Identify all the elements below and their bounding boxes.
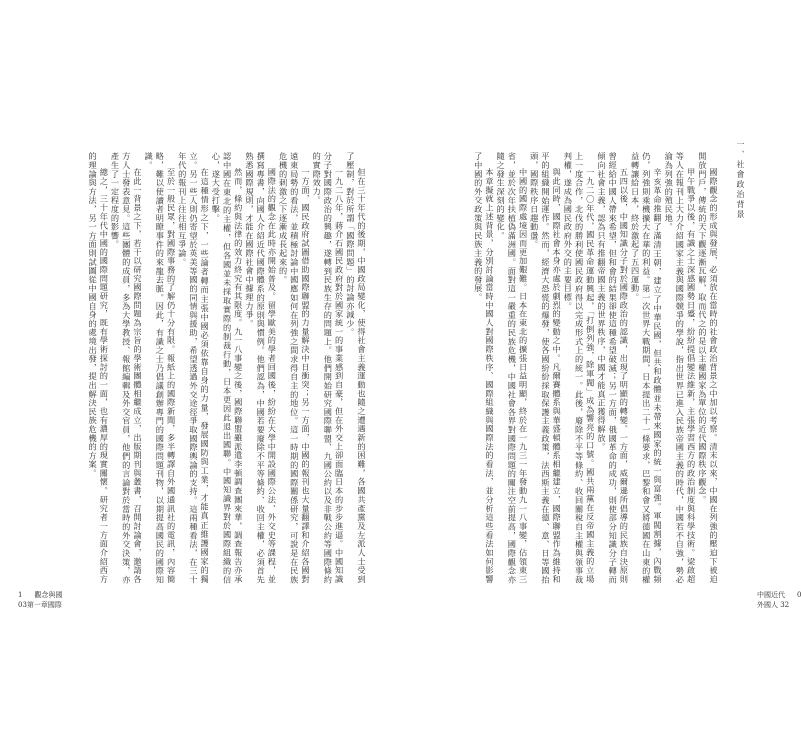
running-head: 外國人 32 [757,601,790,609]
page-number: 1 [18,591,23,599]
right-page-body [387,152,719,584]
page-number: 0 [797,591,801,599]
paragraph: 一九二〇年代，國民革命運動興起，「打倒列強，除軍閥」成為響亮的口號。國共兩黨在反帝國主義的立場上一度合作，北伐的勝利使國民政府得以完成形式上的統一。此後，廢除不平等條約、收回關稅自主權與領事裁判權，遂成為國民政府外交的主要目標。 [563,152,596,584]
paragraph: 然而，條約與法律的效力終究有其限度。九一八事變之後，國際聯盟雖派遣李頓調查團來華，調查報告亦承認中國在東北的主權，但各國並未採取實際的制裁行動，日本更因此退出國聯。中國知識界對於國際組織的信心，遂大受打擊。 [211,152,244,584]
right-page-folio [757,590,801,610]
paragraph: 辛亥革命推翻了滿清王朝，建立了中華民國，但共和政體並未帶來國家的統一與富強。軍閥割據，內戰頻仍，列強則乘機擴大在華的利益。第一次世界大戰期間，日本提出二十一條要求，巴黎和會又將德國在山東的權益轉讓給日本，終於激起了五四運動。 [630,152,663,584]
paragraph: 一方面，國民政府試圖借助國際聯盟的力量解決中日衝突；另一方面，中國的報刊也大量翻譯和介紹各國對遠東局勢的看法，並積極討論中國應如何在列強之間求得自主的地位。這一時期的國際關係研究，可說是在民族危機的刺激之下逐漸成長起來的。 [278,152,311,584]
right-page [375,0,801,750]
left-page-body [30,152,367,584]
paragraph: 五四以後，中國知識分子對於國際政治的認識，出現了明顯的轉變。一方面，威爾遜所倡導的民族自決原則曾經給中國人帶來希望，但和會的結果卻使這種希望破滅；另一方面，俄國革命的成功，則使部分知識分子轉而傾向社會主義，認為只有推翻帝國主義的世界秩序，中國才能真正獲得解放。 [596,152,630,584]
paragraph: 國際觀念的形成與發展，必須放在當時的社會政治背景之中加以考察。清末以來，中國在列強的壓迫下被迫開放門戶，傳統的天下觀逐漸瓦解，取而代之的是以主權國家為單位的近代國際秩序觀念。 [697,152,719,584]
folio-section: 03第一章國際 [18,601,62,609]
paragraph: 本章擬就上述背景，分別討論當時中國人對國際秩序、國際組織與國際法的看法，並分析這些看法如何影響了中國的外交政策與民族主義的發展。 [473,152,495,584]
paragraph: 國際法的觀念在此時亦開始普及。留學歐美的學者回國後，紛紛在大學中開設國際公法、外交史等課程，並撰寫專書，向國人介紹近代國際體系的原則與慣例。他們認為，中國若要廢除不平等條約、收回主權，必須首先熟悉國際規則，才能在國際社會中據理力爭。 [244,152,278,584]
paragraph: 總之，三十年代中國的國際問題研究，既有學術探討的一面，也有濃厚的現實關懷。研究者一方面介紹西方的理論與方法，另一方面則試圖從中國自身的處境出發，提出解決民族危機的方案。 [88,152,110,584]
paragraph: 中國的國際處境因而更加艱難。日本在東北的擴張日益明顯，終於在一九三一年發動九一八事變，佔領東三省，並於次年扶植偽滿洲國。面對這一嚴重的民族危機，中國社會各界對國際問題的關注空前提高，國際觀念亦隨之發生深刻的變化。 [496,152,529,584]
left-page-folio [18,590,62,610]
paragraph: 在這種情形之下，一些論者轉而主張中國必須依靠自身的力量，發展國防與工業，才能真正維護國家的獨立。另一些人則仍寄望於英美等國的同情與援助，希望透過外交途徑爭取國際輿論的支持。這兩種看法，在三十年代的報刊上往往相互爭論。 [177,152,211,584]
paragraph: 甲午戰爭以後，有識之士深感國勢日蹙，紛紛提倡變法維新，主張學習西方的政治制度與科學技術。梁啟超等人在報刊上大力介紹國家主義與國際競爭的學說，指出世界已進入民族帝國主義的時代，中國若不自強，勢必淪為列強的殖民地。 [664,152,697,584]
paragraph: 至於一般民眾，對國際事務的了解仍十分有限。報紙上的國際新聞，多半轉譯自外國通訊社的電訊，內容簡略，難以使讀者明瞭事件的來龍去脈。因此，有識之士乃倡議創辦專門的國際問題刊物，以期提高國民的國際知識。 [144,152,177,584]
paragraph: 但在三十年代的後期，中國政局變化，使得社會主義運動也隨之遭遇新的困難，各國共產黨及左派人士受到了壓制，對於所謂「國際問題」的討論亦減少。 [345,152,367,584]
paragraph: 一九二八年，蔣介石國民政府對於國家統一的事業感到自豪，但在外交上卻面臨日本的步步進逼。中國知識分子對國際政治的興趣，遂轉到民族生存的問題上。他們開始研究國際聯盟、九國公約以及非戰公約等國際條約的實際效力。 [312,152,345,584]
paragraph: 與此同時，國際社會本身亦處於劇烈的變動之中。凡爾賽體系與華盛頓體系相繼建立，國際聯盟作為維持和平的組織開始運作。然而，經濟大恐慌的爆發，使各國紛紛採取保護主義政策，法西斯主義在德、意、日等國抬頭，國際秩序日趨動盪。 [529,152,563,584]
folio-label: 觀念與國 [34,591,63,599]
folio-label: 中國近代 [757,591,785,599]
section-heading: 一、社會政治背景 [736,140,745,220]
paragraph: 在此一背景之下，若干以研究國際問題為宗旨的學術團體相繼成立，出版期刊與叢書，召開討論會，邀請各方人士發表意見。這些團體的成員，多為大學教授、報館編輯及外交官員，他們的言論對於當時的外交決策，亦產生了一定程度的影響。 [110,152,143,584]
left-page [0,0,375,750]
